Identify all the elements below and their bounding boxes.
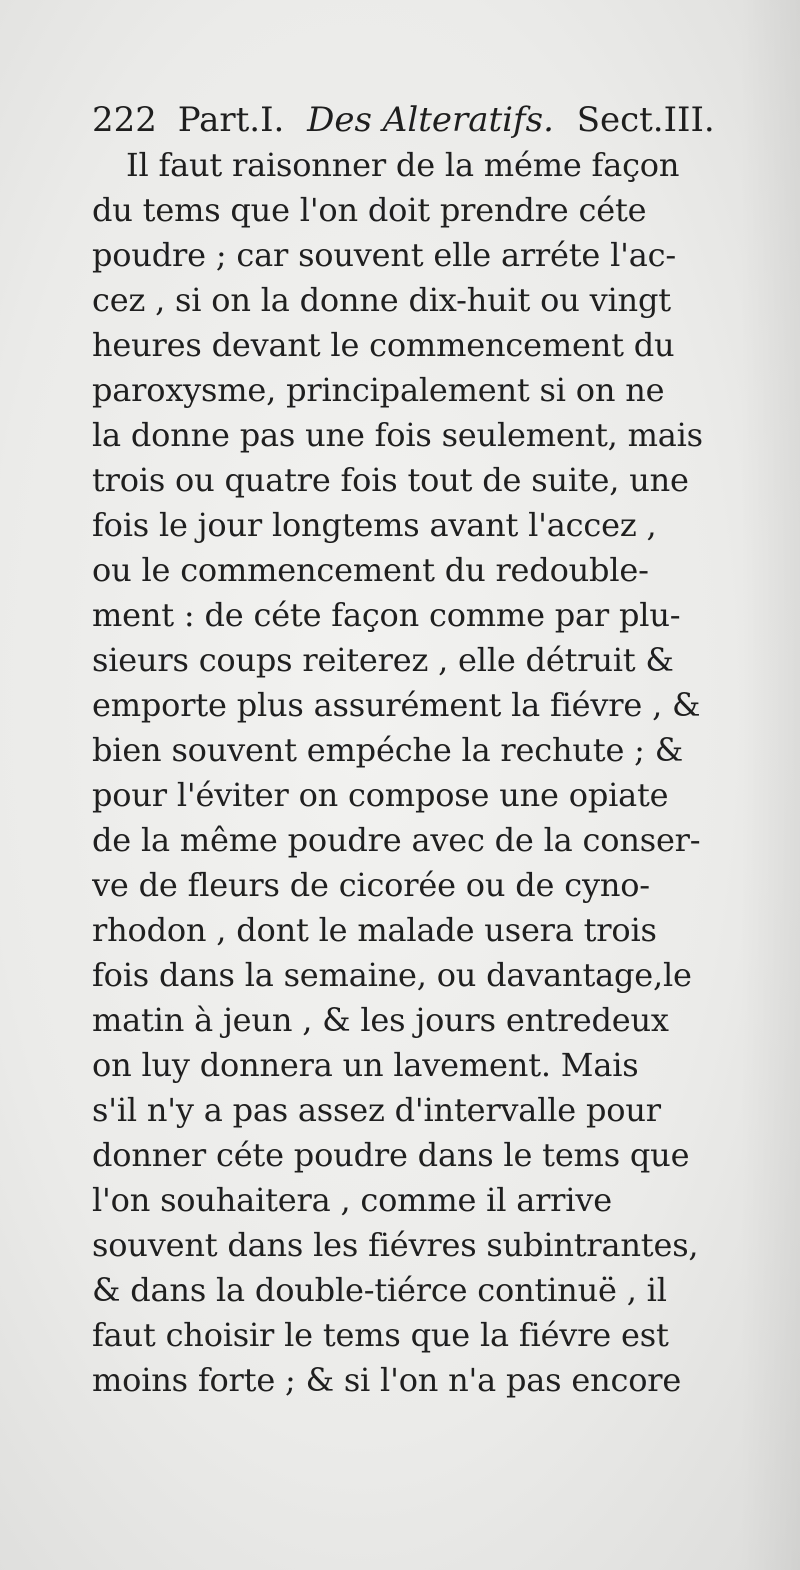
text-line: ve de fleurs de cicorée ou de cyno- [92, 866, 650, 904]
text-line: de la même poudre avec de la conser- [92, 821, 701, 859]
text-line: rhodon , dont le malade usera trois [92, 911, 657, 949]
text-line: bien souvent empéche la rechute ; & [92, 731, 684, 769]
text-line: & dans la double-tiérce continuë , il [92, 1271, 667, 1309]
text-line: poudre ; car souvent elle arréte l'ac- [92, 236, 676, 274]
text-line: cez , si on la donne dix-huit ou vingt [92, 281, 671, 319]
body-text [92, 143, 732, 1403]
text-line: fois dans la semaine, ou davantage,le [92, 956, 692, 994]
text-line: sieurs coups reiterez , elle détruit & [92, 641, 674, 679]
text-line: ou le commencement du redouble- [92, 551, 649, 589]
running-header [92, 96, 715, 144]
text-line: fois le jour longtems avant l'accez , [92, 506, 657, 544]
text-line: la donne pas une fois seulement, mais [92, 416, 703, 454]
text-line: faut choisir le tems que la fiévre est [92, 1316, 669, 1354]
text-line: pour l'éviter on compose une opiate [92, 776, 669, 814]
text-line: du tems que l'on doit prendre céte [92, 191, 647, 229]
text-line: l'on souhaitera , comme il arrive [92, 1181, 612, 1219]
text-line: donner céte poudre dans le tems que [92, 1136, 690, 1174]
text-line: moins forte ; & si l'on n'a pas encore [92, 1361, 682, 1399]
page-number: 222 [92, 100, 157, 140]
part-label: Part.I. [177, 100, 285, 140]
text-line: matin à jeun , & les jours entredeux [92, 1001, 669, 1039]
section-label: Sect.III. [576, 100, 715, 140]
text-line: trois ou quatre fois tout de suite, une [92, 461, 689, 499]
text-line: on luy donnera un lavement. Mais [92, 1046, 639, 1084]
text-line: souvent dans les fiévres subintrantes, [92, 1226, 699, 1264]
text-line: heures devant le commencement du [92, 326, 675, 364]
section-title: Des Alteratifs. [307, 100, 554, 140]
text-line: ment : de céte façon comme par plu- [92, 596, 681, 634]
text-line: paroxysme, principalement si on ne [92, 371, 665, 409]
text-line: s'il n'y a pas assez d'intervalle pour [92, 1091, 661, 1129]
text-line: Il faut raisonner de la méme façon [126, 146, 680, 184]
text-line: emporte plus assurément la fiévre , & [92, 686, 701, 724]
